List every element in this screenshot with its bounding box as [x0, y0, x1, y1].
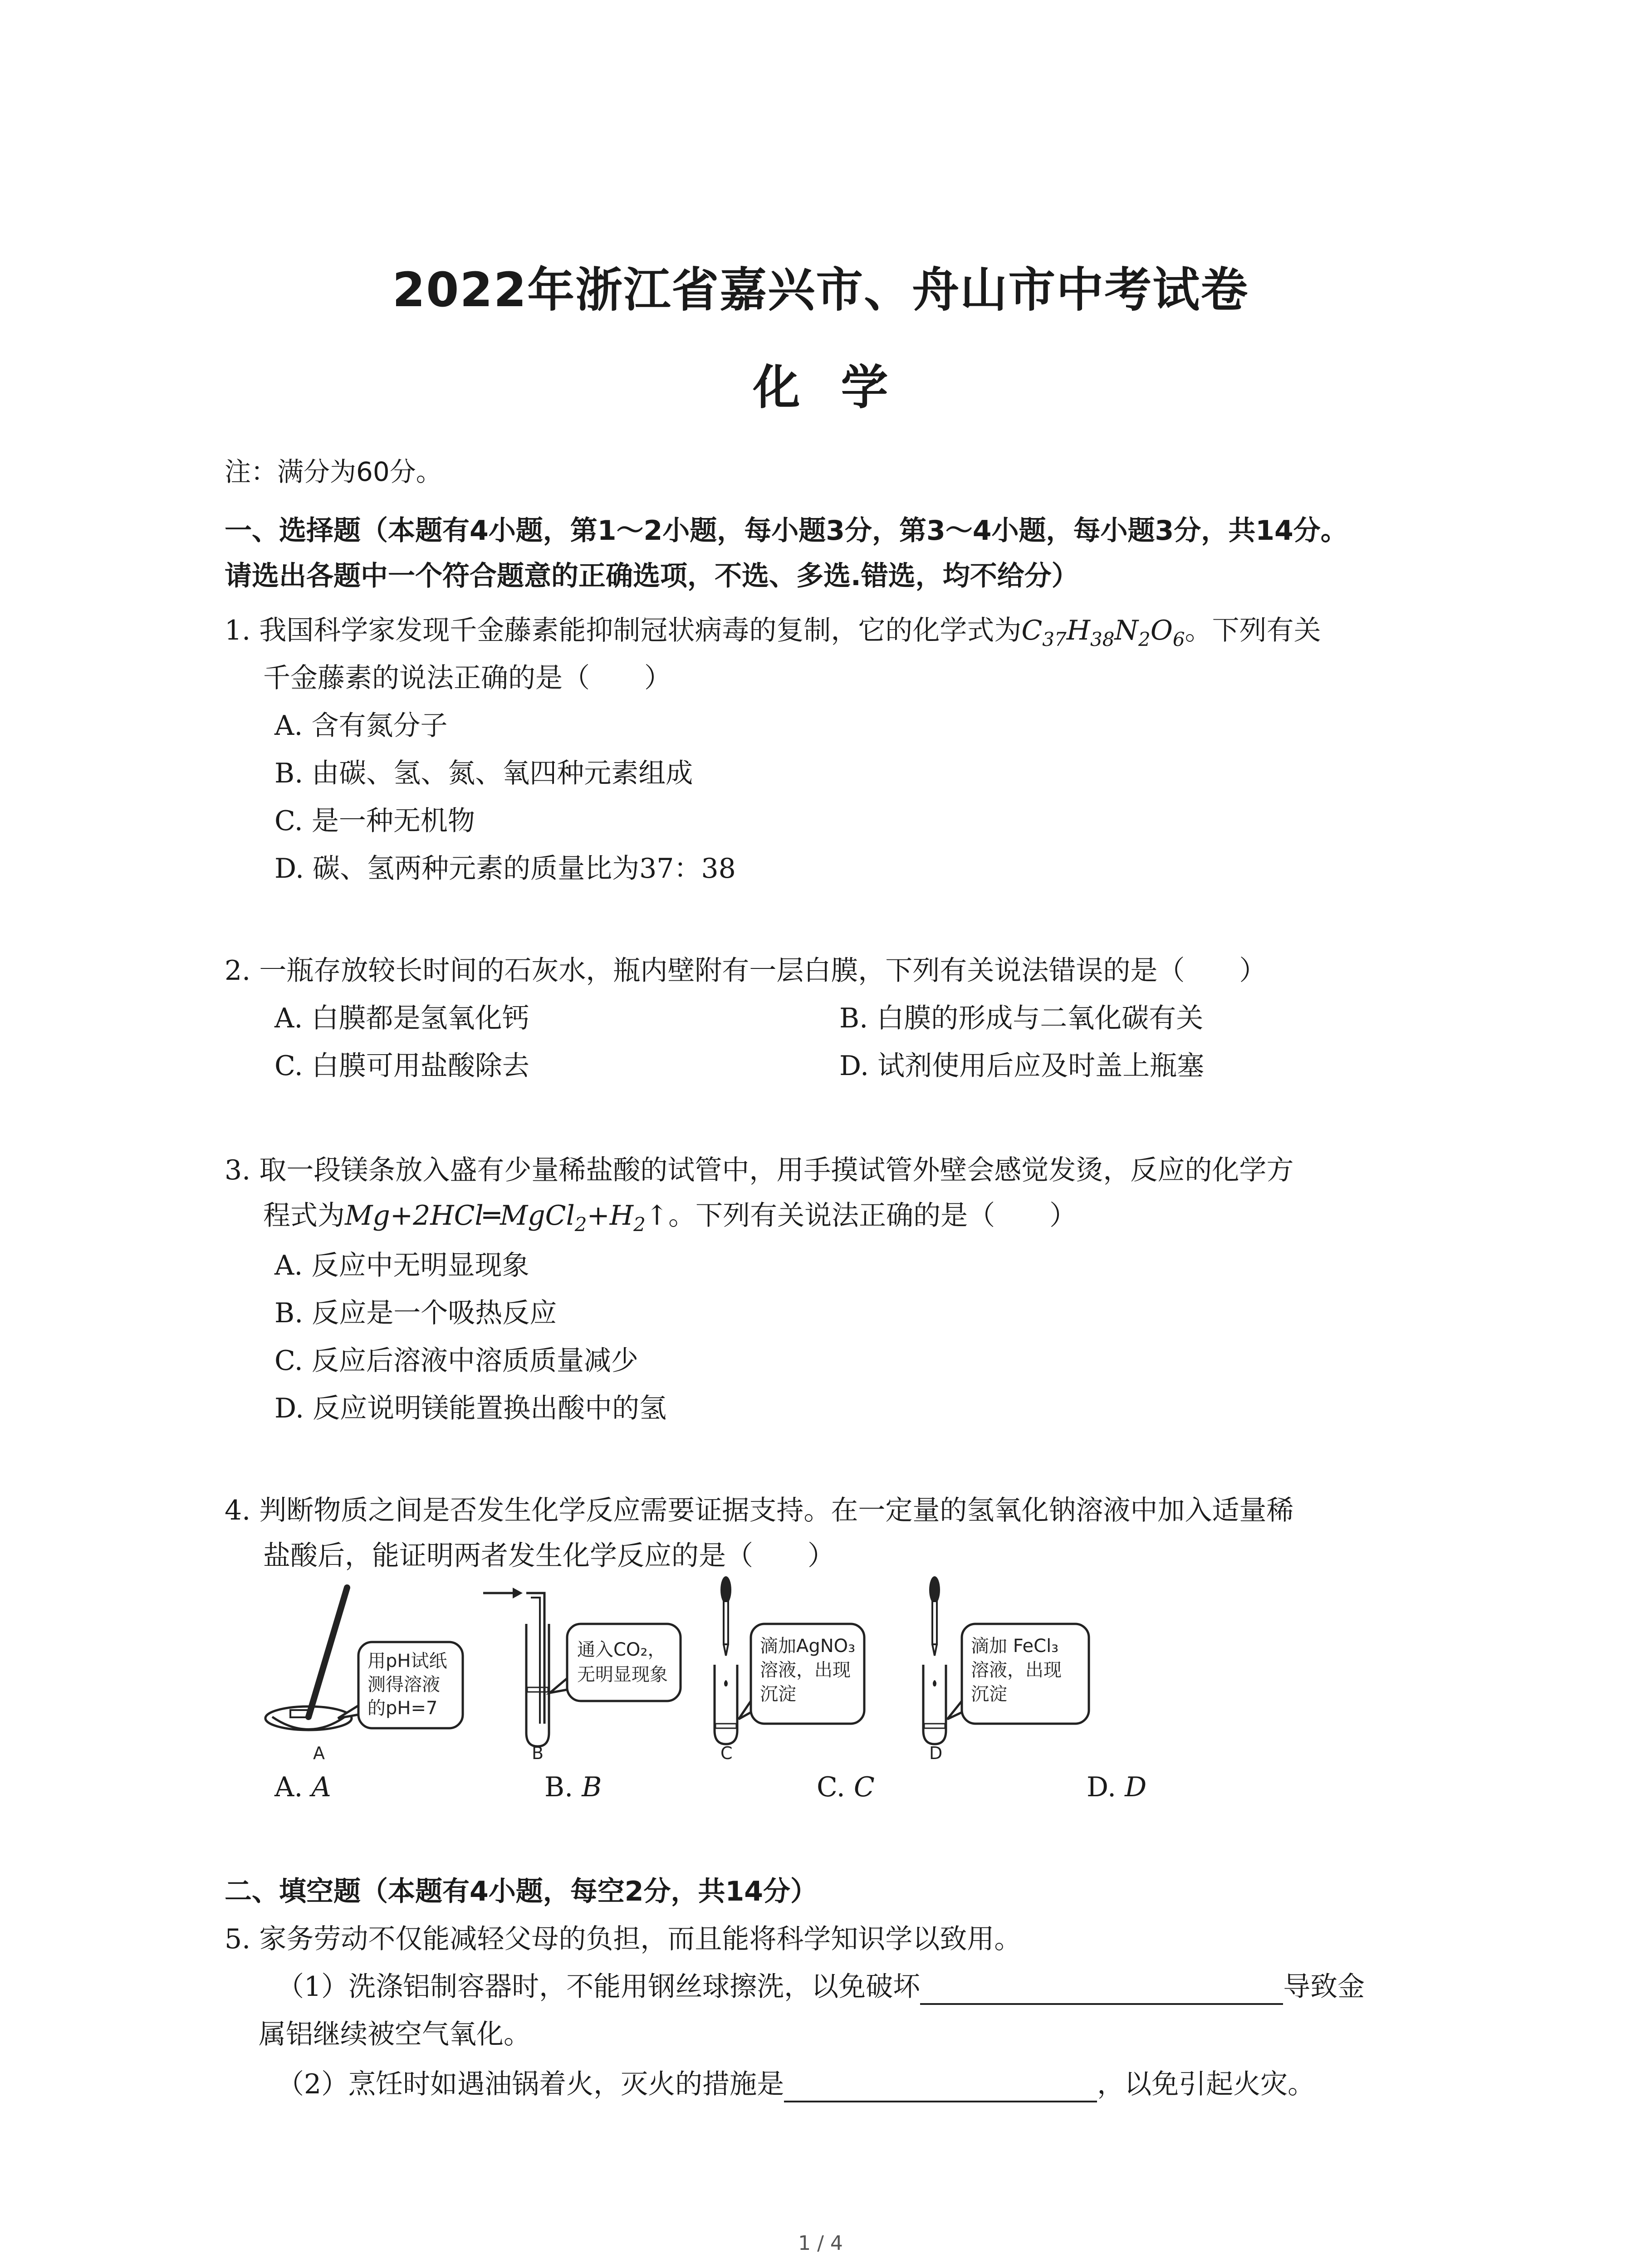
q4-option-a[interactable] [274, 1769, 331, 1805]
q1-option-c[interactable]: C. 是一种无机物 [274, 805, 475, 837]
q5-blank-1[interactable] [920, 1971, 1283, 2005]
q4-option-b-prefix: B. [544, 1771, 582, 1803]
section2-heading: 二、填空题（本题有4小题，每空2分，共14分） [225, 1876, 818, 1907]
q1-stem-pre: 1. 我国科学家发现千金藤素能抑制冠状病毒的复制，它的化学式为 [225, 615, 1022, 646]
section1-heading-line1: 一、选择题（本题有4小题，第1～2小题，每小题3分，第3～4小题，每小题3分，共14分。 [225, 515, 1348, 547]
q5-stem: 5. 家务劳动不仅能减轻父母的负担，而且能将科学知识学以致用。 [225, 1923, 1022, 1955]
q5-part2 [277, 2066, 1315, 2102]
q1-option-d[interactable]: D. 碳、氢两种元素的质量比为37：38 [274, 853, 736, 885]
q3-stem-line2-pre: 程式为 [263, 1200, 345, 1232]
exam-subject: 化学 [753, 360, 929, 415]
q4-option-c-prefix: C. [817, 1771, 854, 1803]
q2-option-a[interactable]: A. 白膜都是氢氧化钙 [274, 1002, 529, 1034]
q4-figure-svg [254, 1574, 1116, 1783]
apparatus-a [265, 1588, 463, 1763]
q2-stem: 2. 一瓶存放较长时间的石灰水，瓶内壁附有一层白膜，下列有关说法错误的是（ ） [225, 955, 1267, 987]
figure-label-c: C [720, 1743, 733, 1763]
callout-b-line1: 通入CO₂， [577, 1639, 666, 1660]
q3-option-d[interactable]: D. 反应说明镁能置换出酸中的氢 [274, 1393, 667, 1424]
figure-label-b: B [532, 1743, 544, 1763]
q4-figure [254, 1574, 1116, 1783]
q4-option-c[interactable] [817, 1769, 875, 1805]
q1-formula: $C_{37}H_{38}N_2O_6$ [1021, 615, 1185, 650]
q2-option-b[interactable]: B. 白膜的形成与二氧化碳有关 [839, 1002, 1204, 1034]
q1-option-b[interactable]: B. 由碳、氢、氮、氧四种元素组成 [274, 758, 693, 789]
q4-option-d[interactable] [1087, 1769, 1146, 1805]
q1-stem-line2: 千金藤素的说法正确的是（ ） [263, 662, 671, 694]
q2-option-c[interactable]: C. 白膜可用盐酸除去 [274, 1050, 529, 1082]
callout-b-line2: 无明显现象 [577, 1664, 668, 1685]
q5-part1-line2: 属铝继续被空气氧化。 [259, 2019, 531, 2050]
q4-option-b[interactable] [544, 1769, 602, 1805]
q1-option-a[interactable]: A. 含有氮分子 [274, 710, 448, 742]
score-note: 注：满分为60分。 [225, 456, 442, 487]
q5-part1 [277, 1969, 1365, 2005]
section1-heading-line2: 请选出各题中一个符合题意的正确选项，不选、多选.错选，均不给分） [225, 560, 1079, 592]
apparatus-d [923, 1576, 1089, 1763]
apparatus-c [715, 1576, 864, 1763]
q5-part1-post: 导致金 [1283, 1971, 1365, 2003]
q2-option-d[interactable]: D. 试剂使用后应及时盖上瓶塞 [839, 1050, 1205, 1082]
q5-blank-2[interactable] [784, 2069, 1097, 2102]
q3-stem-line2-post: 。下列有关说法正确的是（ ） [668, 1200, 1077, 1232]
callout-a-line1: 用pH试纸 [367, 1651, 447, 1672]
q4-option-a-letter: A [311, 1771, 331, 1803]
callout-d-line3: 沉淀 [971, 1684, 1007, 1705]
q1-stem [225, 612, 1321, 658]
callout-c-line2: 溶液，出现 [760, 1660, 851, 1681]
figure-label-a: A [313, 1743, 325, 1763]
callout-a-line2: 测得溶液 [367, 1674, 440, 1695]
callout-a-line3: 的pH=7 [367, 1698, 438, 1719]
q3-option-a[interactable]: A. 反应中无明显现象 [274, 1250, 529, 1281]
q4-option-c-letter: C [853, 1771, 875, 1803]
q3-stem-line1: 3. 取一段镁条放入盛有少量稀盐酸的试管中，用手摸试管外壁会感觉发烫，反应的化学方 [225, 1154, 1294, 1186]
apparatus-b [483, 1588, 681, 1763]
q4-stem-line2: 盐酸后，能证明两者发生化学反应的是（ ） [263, 1540, 835, 1572]
q3-stem-line2 [263, 1198, 1077, 1243]
q3-option-b[interactable]: B. 反应是一个吸热反应 [274, 1297, 557, 1329]
q3-equation: $Mg+2HCl═MgCl_2+H_2↑$ [345, 1200, 669, 1236]
page-number: 1 / 4 [798, 2232, 843, 2255]
q4-option-d-letter: D [1125, 1771, 1147, 1803]
q5-part2-pre: （2）烹饪时如遇油锅着火，灭火的措施是 [277, 2068, 784, 2100]
callout-c-line3: 沉淀 [760, 1684, 796, 1705]
q4-option-b-letter: B [582, 1771, 602, 1803]
q3-option-c[interactable]: C. 反应后溶液中溶质质量减少 [274, 1345, 638, 1377]
q4-option-d-prefix: D. [1087, 1771, 1125, 1803]
callout-d-line1: 滴加 FeCl₃ [971, 1636, 1059, 1657]
exam-title: 2022年浙江省嘉兴市、舟山市中考试卷 [392, 262, 1249, 318]
callout-d-line2: 溶液，出现 [971, 1660, 1062, 1681]
figure-label-d: D [929, 1743, 943, 1763]
callout-c-line1: 滴加AgNO₃ [760, 1636, 856, 1657]
q4-option-a-prefix: A. [274, 1771, 312, 1803]
q5-part1-pre: （1）洗涤铝制容器时，不能用钢丝球擦洗，以免破坏 [277, 1971, 921, 2003]
q1-stem-post: 。下列有关 [1185, 615, 1321, 646]
q4-stem-line1: 4. 判断物质之间是否发生化学反应需要证据支持。在一定量的氢氧化钠溶液中加入适量稀 [225, 1495, 1294, 1526]
q5-part2-post: ，以免引起火灾。 [1097, 2068, 1315, 2100]
